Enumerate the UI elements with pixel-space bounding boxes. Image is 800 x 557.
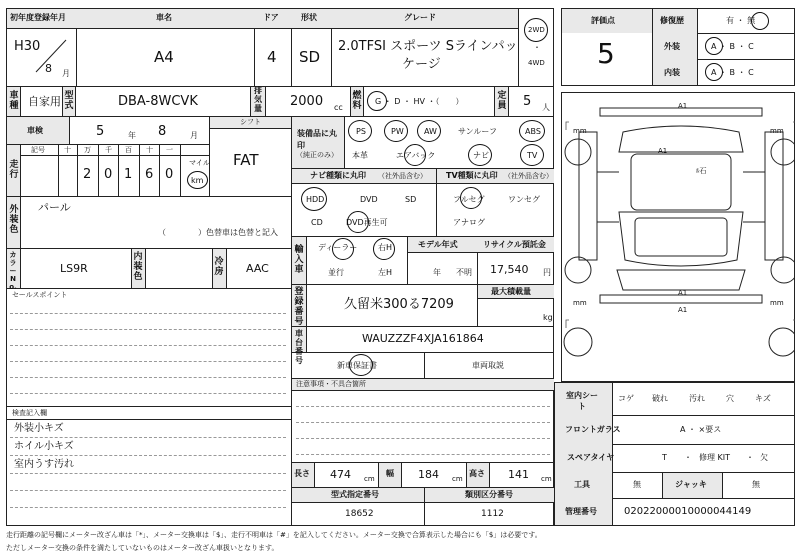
interior-color-label: 内装色: [133, 252, 143, 282]
manual: 車両取説: [472, 361, 504, 370]
registration-value: 久留米300る7209: [344, 297, 454, 312]
navi-dvd-play-circle: [347, 211, 369, 233]
max-load-unit: kg: [543, 313, 553, 322]
equipment-sublabel: （純正のみ）: [296, 151, 338, 159]
grade-line2: ケージ: [402, 57, 441, 72]
width: 184: [418, 468, 439, 481]
model-year-unit: 年: [433, 268, 441, 277]
diagram-label: A1: [678, 102, 688, 110]
mileage-digit: 0: [165, 167, 174, 182]
door-label: ドア: [263, 13, 279, 22]
seat-option: 穴: [726, 394, 734, 403]
spare-label: スペアタイヤ: [567, 453, 615, 462]
reg-month: 8: [45, 62, 52, 75]
class-label: 類別区分番号: [465, 490, 513, 499]
equip-abs: ABS: [525, 127, 541, 136]
recycle-label: リサイクル預託金: [483, 240, 546, 249]
exterior-a-circle: [705, 37, 723, 55]
drive-4wd: 4WD: [528, 59, 545, 67]
inspector-label: 検査記入欄: [12, 409, 47, 417]
fuel-g-circle: [367, 91, 387, 111]
repair-label: 修復歴: [660, 16, 684, 25]
chassis-label: 車台番号: [295, 329, 303, 365]
diagram-mm: mm: [770, 299, 784, 307]
equip-airbag: エアバック: [396, 151, 436, 160]
import-right-circle: [373, 238, 395, 260]
inspection-year-unit: 年: [128, 131, 136, 140]
reg-year-label: 初年度登録年月: [10, 13, 66, 22]
type-label: 型式指定番号: [331, 490, 379, 499]
warranty-circle: [349, 354, 373, 376]
drive-dot: ・: [533, 43, 541, 52]
color-code: LS9R: [60, 262, 88, 275]
equip-ps: PS: [356, 127, 366, 136]
tv-oneseg: ワンセグ: [508, 195, 540, 204]
navi-dvd-play: DVD再生可: [346, 218, 388, 227]
aircon: AAC: [246, 262, 269, 275]
registration-label: 登録番号: [294, 287, 304, 327]
reg-month-unit: 月: [62, 69, 70, 78]
capacity-unit: 人: [542, 103, 550, 112]
navi-hdd: HDD: [306, 195, 325, 204]
score: 5: [597, 37, 615, 70]
seat-option: コゲ: [618, 394, 634, 403]
navi-hdd-circle: [301, 187, 327, 211]
seat-option: キズ: [755, 394, 771, 403]
equip-pw-circle: [384, 120, 408, 142]
length-label: 長さ: [294, 469, 310, 478]
inspection-label: 車検: [27, 126, 43, 135]
mile-label: マイル: [189, 159, 210, 167]
model-label: 型式: [64, 91, 74, 111]
model-year: 不明: [456, 268, 472, 277]
inspection-month: 8: [158, 124, 167, 139]
equip-navi-circle: [468, 144, 492, 166]
shift-label: シフト: [240, 118, 261, 126]
equip-abs-circle: [519, 120, 545, 142]
equip-navi: ナビ: [473, 151, 489, 160]
import-left: 左H: [378, 268, 393, 277]
color-label: 外装色: [9, 205, 19, 235]
color-code-label: カラーNo.: [9, 251, 17, 291]
equip-pw: PW: [391, 127, 404, 136]
diagram-label: A1: [678, 289, 688, 297]
height: 141: [508, 468, 529, 481]
inspection-month-unit: 月: [190, 131, 198, 140]
usage: 自家用: [28, 95, 61, 108]
car-damage-diagram: [561, 92, 795, 382]
sales-point-label: セールスポイント: [12, 291, 68, 299]
equipment-label: 装備品に丸印: [297, 129, 337, 150]
km-circle: [187, 171, 208, 189]
footer-line1: 走行距離の記号欄にメーター改ざん車は「*」、メーター交換車は「$」、走行不明車は「#」を記入してください。メーター交換で合算表示した場合にも「$」は必要です。: [6, 531, 542, 539]
interior-a-circle: [705, 63, 723, 81]
class-no: 1112: [481, 509, 504, 519]
interior-label: 内装: [664, 68, 680, 77]
repair-none-circle: [751, 12, 769, 30]
tools-label: 工具: [574, 480, 590, 489]
equip-airbag-circle: [404, 144, 426, 166]
tools: 無: [633, 480, 641, 489]
equip-ps-circle: [348, 120, 372, 142]
mileage-digit: 6: [145, 167, 154, 182]
diagram-mm: mm: [573, 127, 587, 135]
equip-tv: TV: [527, 151, 538, 160]
exterior-label: 外装: [664, 42, 680, 51]
mileage-digit: 1: [124, 167, 133, 182]
spare-option: ・: [746, 453, 754, 462]
seat-option: 汚れ: [689, 394, 705, 403]
navi-label: ナビ種類に丸印: [310, 171, 366, 180]
shape: SD: [299, 48, 321, 66]
glass-label: フロントガラス: [565, 425, 621, 434]
shape-label: 形状: [301, 13, 317, 22]
mgmt: 02022000010000044149: [624, 506, 752, 517]
diagram-mm: mm: [770, 127, 784, 135]
tv-analog: アナログ: [453, 218, 485, 227]
mileage-header-1: 十: [64, 146, 71, 154]
aircon-label: 冷房: [214, 257, 224, 277]
mileage-label: 走行: [9, 160, 19, 180]
tv-fullseg-circle: [460, 187, 482, 209]
spare-option: 欠: [760, 453, 768, 462]
type-no: 18652: [345, 509, 374, 519]
mileage-header-5: 十: [146, 146, 153, 154]
mileage-digit: 2: [83, 167, 92, 182]
notice-label: 注意事項・不具合箇所: [296, 380, 366, 388]
seat-label: 室内シート: [566, 391, 598, 411]
mileage-header-0: 記号: [31, 146, 45, 154]
fuel-label: 燃料: [352, 91, 362, 111]
usage-label: 車種: [9, 91, 19, 111]
equip-leather: 本革: [352, 151, 368, 160]
shift: FAT: [233, 151, 259, 169]
width-unit: cm: [452, 475, 463, 483]
mileage-header-4: 百: [125, 146, 132, 154]
capacity: 5: [523, 94, 532, 109]
import-parallel: 並行: [328, 268, 344, 277]
exterior-value: A ・ B ・ C: [711, 42, 754, 51]
mileage-digit: 0: [104, 167, 113, 182]
navi-sublabel: （社外品含む）: [378, 172, 427, 180]
navi-sd: SD: [405, 195, 417, 204]
displacement-label: 排気量: [254, 86, 262, 113]
spare-option: 修理 KIT: [699, 453, 731, 462]
navi-dvd: DVD: [360, 195, 378, 204]
length-unit: cm: [364, 475, 375, 483]
spare-option: T: [662, 453, 667, 462]
tv-label: TV種類に丸印: [446, 171, 498, 180]
height-label: 高さ: [469, 469, 485, 478]
repair-value: 有 ・ 無: [726, 16, 756, 25]
recycle: 17,540: [490, 263, 529, 276]
equip-aw-circle: [417, 120, 441, 142]
car-name: A4: [154, 48, 174, 66]
capacity-label: 定員: [497, 91, 507, 111]
displacement: 2000: [290, 94, 324, 109]
diagram-label: A1: [658, 147, 668, 155]
jack: 無: [752, 480, 760, 489]
glass-options: A ・ ×要ス: [680, 425, 722, 434]
score-label: 評価点: [591, 16, 615, 25]
max-load-label: 最大積載量: [491, 287, 531, 296]
inspection-year: 5: [96, 124, 105, 139]
grade-line1: 2.0TFSI スポーツ Sラインパッ: [338, 39, 518, 54]
mgmt-label: 管理番号: [565, 507, 597, 516]
diagram-label: A1: [678, 306, 688, 314]
car-name-label: 車名: [156, 13, 172, 22]
equip-aw: AW: [424, 127, 437, 136]
chassis: WAUZZZF4XJA161864: [362, 332, 484, 345]
navi-cd: CD: [311, 218, 323, 227]
footer-line2: ただしメーター交換の条件を満たしていないものはメーター改ざん車扱いとなります。: [6, 544, 279, 552]
warranty: 新車保証書: [337, 361, 377, 370]
equip-tv-circle: [520, 144, 544, 166]
model: DBA-8WCVK: [118, 94, 198, 109]
import-right: 右H: [378, 243, 393, 252]
cc-unit: cc: [334, 103, 343, 112]
fuel-options: G ・ D ・ HV ・（ ）: [375, 97, 464, 106]
recycle-yen: 円: [543, 268, 551, 277]
tv-fullseg: フルセグ: [453, 195, 485, 204]
seat-option: 破れ: [652, 394, 668, 403]
mileage-header-2: 万: [84, 146, 91, 154]
import-dealer: ディーラー: [318, 243, 358, 252]
reg-era: H30: [14, 39, 41, 54]
drive-2wd: 2WD: [528, 26, 545, 34]
mileage-header-3: 千: [105, 146, 112, 154]
diagram-mm: mm: [573, 299, 587, 307]
color-note: （ ）色替車は色替と記入: [158, 228, 278, 237]
inspector-line: ホイル小キズ: [14, 441, 74, 452]
import-label: 輸入車: [294, 245, 304, 275]
doors: 4: [267, 48, 277, 66]
spare-option: ・: [684, 453, 692, 462]
import-dealer-circle: [332, 238, 354, 260]
equip-sunroof: サンルーフ: [458, 127, 497, 136]
interior-value: A ・ B ・ C: [711, 68, 754, 77]
length: 474: [330, 468, 351, 481]
km-label: km: [191, 176, 204, 185]
jack-label: ジャッキ: [675, 480, 707, 489]
tv-sublabel: （社外品含む）: [504, 172, 553, 180]
width-label: 幅: [386, 469, 394, 478]
height-unit: cm: [541, 475, 552, 483]
mileage-header-6: 一: [166, 146, 173, 154]
inspector-line: 外装小キズ: [14, 423, 64, 434]
inspector-line: 室内うす汚れ: [14, 459, 74, 470]
grade-label: グレード: [404, 13, 436, 22]
diagram-label: ﾙ石: [696, 167, 707, 175]
color-value: パール: [38, 201, 71, 214]
model-year-label: モデル年式: [418, 240, 458, 249]
